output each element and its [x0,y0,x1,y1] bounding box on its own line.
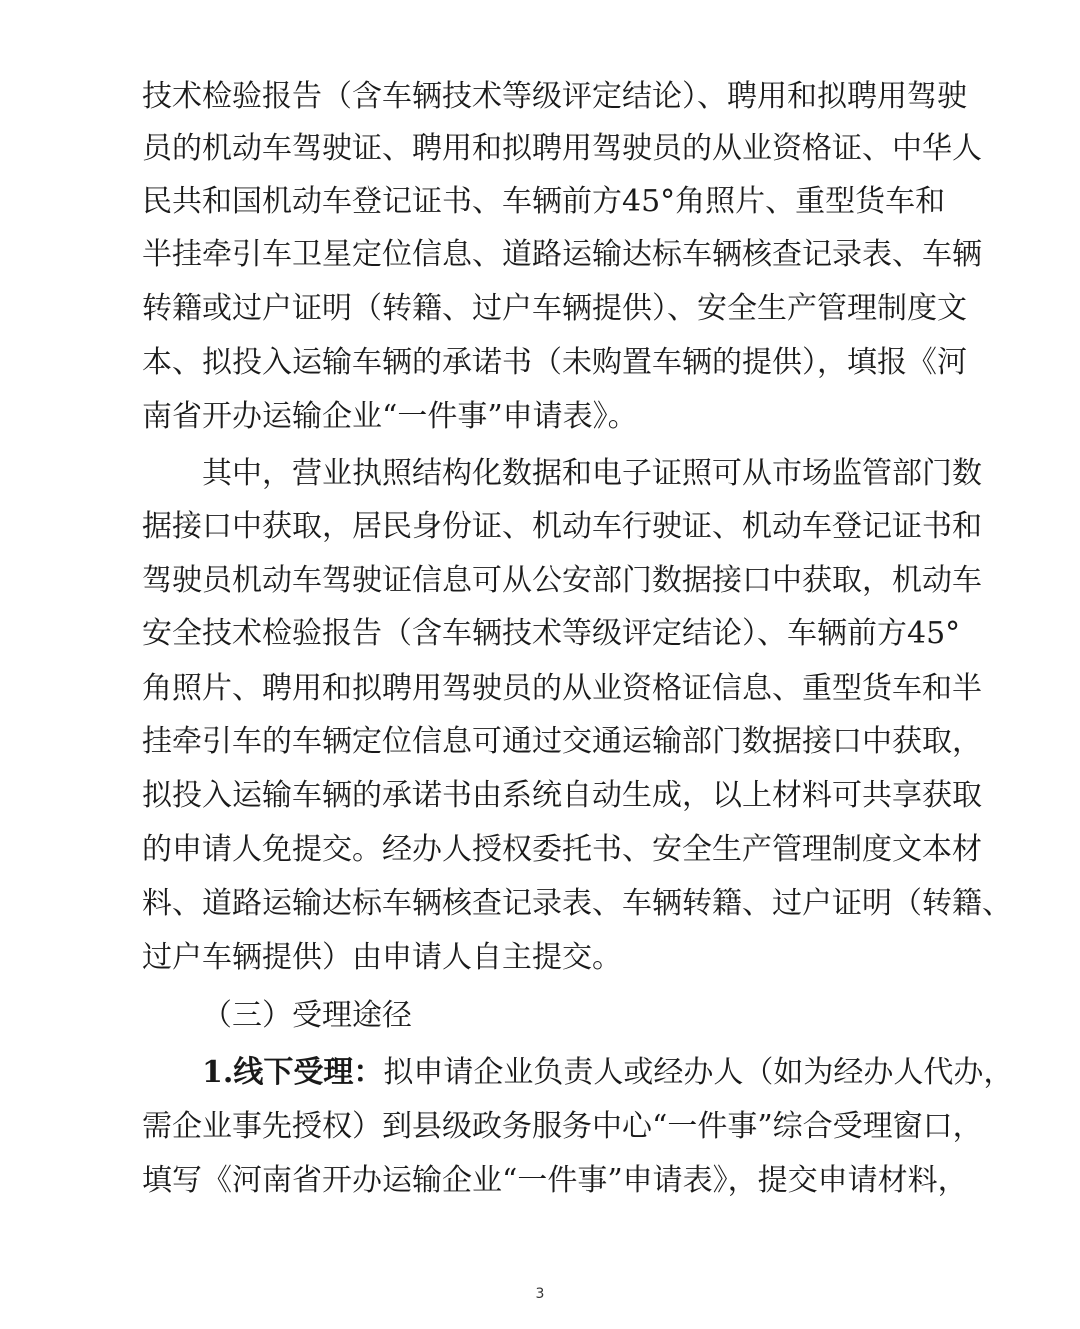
paragraph-line: 半挂牵引车卫星定位信息、道路运输达标车辆核查记录表、车辆 [142,237,982,272]
subheading-offline-acceptance: 1.线下受理： [202,1055,384,1090]
paragraph-line: 民共和国机动车登记证书、车辆前方45°角照片、重型货车和 [142,184,946,219]
section-heading: （三）受理途径 [202,998,412,1033]
paragraph-line: 本、拟投入运输车辆的承诺书（未购置车辆的提供），填报《河 [142,345,967,380]
paragraph-line: 填写《河南省开办运输企业“一件事”申请表》，提交申请材料， [142,1163,968,1198]
paragraph-text: 拟申请企业负责人或经办人（如为经办人代办， [383,1055,1014,1090]
paragraph-line: 员的机动车驾驶证、聘用和拟聘用驾驶员的从业资格证、中华人 [142,131,982,166]
paragraph-line [202,1053,1014,1093]
paragraph-line: 需企业事先授权）到县级政务服务中心“一件事”综合受理窗口， [142,1109,983,1144]
paragraph-line: 南省开办运输企业“一件事”申请表》。 [142,399,638,434]
paragraph-line: 料、道路运输达标车辆核查记录表、车辆转籍、过户证明（转籍、 [142,886,1012,921]
paragraph-line: 据接口中获取，居民身份证、机动车行驶证、机动车登记证书和 [142,509,982,544]
paragraph-line: 技术检验报告（含车辆技术等级评定结论）、聘用和拟聘用驾驶 [142,79,967,114]
paragraph-line: 过户车辆提供）由申请人自主提交。 [142,940,622,975]
paragraph-line: 挂牵引车的车辆定位信息可通过交通运输部门数据接口中获取， [142,724,982,759]
paragraph-line: 拟投入运输车辆的承诺书由系统自动生成，以上材料可共享获取 [142,778,982,813]
paragraph-line: 角照片、聘用和拟聘用驾驶员的从业资格证信息、重型货车和半 [142,671,982,706]
paragraph-line: 的申请人免提交。经办人授权委托书、安全生产管理制度文本材 [142,832,982,867]
paragraph-line: 驾驶员机动车驾驶证信息可从公安部门数据接口中获取，机动车 [142,563,982,598]
paragraph-line: 转籍或过户证明（转籍、过户车辆提供）、安全生产管理制度文 [142,291,967,326]
page-number: 3 [535,1286,545,1302]
paragraph-line: 其中，营业执照结构化数据和电子证照可从市场监管部门数 [202,456,982,491]
paragraph-line: 安全技术检验报告（含车辆技术等级评定结论）、车辆前方45° [142,616,961,651]
